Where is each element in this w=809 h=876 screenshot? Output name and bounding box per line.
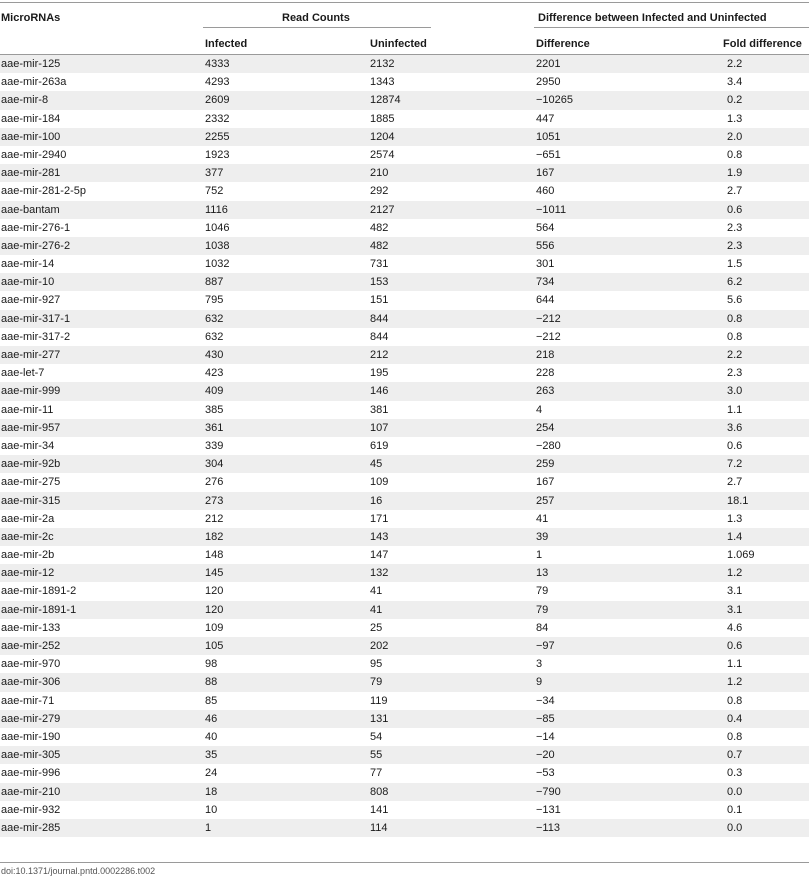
table-row — [0, 673, 809, 691]
infected-cell: 40 — [205, 730, 218, 743]
infected-cell: 385 — [205, 403, 224, 416]
difference-cell: −651 — [536, 148, 561, 161]
difference-cell: 4 — [536, 403, 543, 416]
fold-difference-cell: 0.6 — [727, 203, 743, 216]
microrna-cell: aae-mir-34 — [1, 439, 55, 452]
fold-difference-cell: 1.2 — [727, 567, 743, 580]
microrna-cell: aae-mir-927 — [1, 294, 61, 307]
difference-cell: 41 — [536, 512, 549, 525]
uninfected-cell: 212 — [370, 349, 389, 361]
header-uninfected: Uninfected — [370, 38, 427, 50]
table-row — [0, 564, 809, 582]
difference-cell: 167 — [536, 476, 555, 489]
uninfected-cell: 41 — [370, 585, 383, 598]
table-row — [0, 437, 809, 455]
microrna-cell: aae-mir-999 — [1, 385, 61, 398]
infected-cell: 109 — [205, 621, 224, 634]
difference-cell: 1 — [536, 549, 543, 562]
table-row — [0, 419, 809, 437]
fold-difference-cell: 2.7 — [727, 185, 743, 198]
table-row — [0, 619, 809, 637]
infected-cell: 4293 — [205, 76, 230, 89]
table-row — [0, 110, 809, 128]
microrna-cell: aae-mir-2c — [1, 530, 54, 543]
difference-cell: 734 — [536, 276, 555, 289]
difference-cell: −280 — [536, 439, 561, 452]
table-row — [0, 182, 809, 200]
uninfected-cell: 202 — [370, 640, 389, 652]
uninfected-cell: 25 — [370, 621, 383, 634]
table-row — [0, 783, 809, 801]
microrna-cell: aae-mir-125 — [1, 58, 61, 70]
difference-cell: 218 — [536, 349, 555, 361]
table-row — [0, 73, 809, 91]
fold-difference-cell: 0.8 — [727, 694, 743, 707]
table-row — [0, 637, 809, 655]
fold-difference-cell: 2.0 — [727, 130, 743, 143]
difference-cell: 1051 — [536, 130, 561, 143]
fold-difference-cell: 3.0 — [727, 385, 743, 398]
doi-footer: doi:10.1371/journal.pntd.0002286.t002 — [1, 866, 156, 876]
fold-difference-cell: 0.0 — [727, 821, 743, 834]
uninfected-cell: 381 — [370, 403, 389, 416]
table-row — [0, 291, 809, 309]
microrna-cell: aae-mir-315 — [1, 494, 61, 507]
difference-cell: −1011 — [536, 203, 567, 216]
uninfected-cell: 153 — [370, 276, 389, 289]
uninfected-cell: 482 — [370, 221, 389, 234]
uninfected-cell: 731 — [370, 258, 389, 271]
table-row — [0, 473, 809, 491]
uninfected-cell: 2574 — [370, 148, 395, 161]
microrna-cell: aae-mir-285 — [1, 821, 61, 834]
uninfected-cell: 195 — [370, 367, 389, 380]
table-row — [0, 510, 809, 528]
microrna-cell: aae-mir-279 — [1, 712, 61, 725]
uninfected-cell: 844 — [370, 330, 389, 343]
table-row — [0, 582, 809, 600]
table-row — [0, 728, 809, 746]
table-row — [0, 528, 809, 546]
infected-cell: 2609 — [205, 94, 230, 107]
microrna-cell: aae-mir-970 — [1, 658, 61, 671]
header-read-counts: Read Counts — [282, 12, 350, 24]
table-row — [0, 819, 809, 837]
microrna-cell: aae-mir-92b — [1, 458, 61, 471]
fold-difference-cell: 1.5 — [727, 258, 743, 271]
fold-difference-cell: 1.4 — [727, 530, 743, 543]
uninfected-cell: 147 — [370, 549, 389, 562]
infected-cell: 24 — [205, 767, 218, 780]
infected-cell: 182 — [205, 530, 224, 543]
difference-cell: 3 — [536, 658, 543, 671]
infected-cell: 409 — [205, 385, 224, 398]
infected-cell: 1038 — [205, 239, 230, 252]
table-row — [0, 91, 809, 109]
table-row — [0, 401, 809, 419]
difference-cell: 644 — [536, 294, 555, 307]
difference-cell: 263 — [536, 385, 555, 398]
infected-cell: 304 — [205, 458, 224, 471]
microrna-cell: aae-mir-276-2 — [1, 239, 71, 252]
difference-cell: −53 — [536, 767, 555, 780]
difference-cell: −10265 — [536, 94, 574, 107]
difference-cell: 460 — [536, 185, 555, 198]
microrna-cell: aae-mir-317-2 — [1, 330, 71, 343]
fold-difference-cell: 0.0 — [727, 785, 743, 798]
table-row — [0, 601, 809, 619]
fold-difference-cell: 2.3 — [727, 221, 743, 234]
fold-difference-cell: 3.6 — [727, 421, 743, 434]
microrna-cell: aae-mir-71 — [1, 694, 55, 707]
microrna-cell: aae-mir-263a — [1, 76, 67, 89]
infected-cell: 423 — [205, 367, 224, 380]
difference-cell: −212 — [536, 312, 561, 325]
difference-cell: 79 — [536, 585, 549, 598]
fold-difference-cell: 0.6 — [727, 439, 743, 452]
fold-difference-cell: 0.8 — [727, 730, 743, 743]
fold-difference-cell: 1.9 — [727, 167, 743, 180]
difference-cell: 9 — [536, 676, 543, 689]
header-difference: Difference — [536, 38, 590, 50]
infected-cell: 361 — [205, 421, 224, 434]
fold-difference-cell: 2.2 — [727, 349, 743, 361]
uninfected-cell: 54 — [370, 730, 383, 743]
uninfected-cell: 210 — [370, 167, 389, 180]
table-row — [0, 201, 809, 219]
table-row — [0, 546, 809, 564]
fold-difference-cell: 1.2 — [727, 676, 743, 689]
infected-cell: 145 — [205, 567, 224, 580]
difference-cell: 447 — [536, 112, 555, 125]
difference-cell: 2201 — [536, 58, 561, 70]
infected-cell: 1 — [205, 821, 212, 834]
infected-cell: 2332 — [205, 112, 230, 125]
infected-cell: 148 — [205, 549, 224, 562]
uninfected-cell: 12874 — [370, 94, 401, 107]
table-body — [0, 55, 809, 837]
table-row — [0, 801, 809, 819]
uninfected-cell: 95 — [370, 658, 383, 671]
fold-difference-cell: 1.3 — [727, 112, 743, 125]
uninfected-cell: 45 — [370, 458, 383, 471]
microrna-cell: aae-mir-281-2-5p — [1, 185, 86, 198]
infected-cell: 1032 — [205, 258, 230, 271]
fold-difference-cell: 0.6 — [727, 640, 743, 652]
uninfected-cell: 151 — [370, 294, 389, 307]
fold-difference-cell: 0.7 — [727, 749, 743, 762]
fold-difference-cell: 6.2 — [727, 276, 743, 289]
infected-cell: 273 — [205, 494, 224, 507]
microrna-cell: aae-mir-1891-2 — [1, 585, 77, 598]
microrna-cell: aae-mir-996 — [1, 767, 61, 780]
infected-cell: 1046 — [205, 221, 230, 234]
uninfected-cell: 107 — [370, 421, 389, 434]
infected-cell: 18 — [205, 785, 218, 798]
table-row — [0, 692, 809, 710]
infected-cell: 120 — [205, 603, 224, 616]
table-row — [0, 382, 809, 400]
fold-difference-cell: 3.4 — [727, 76, 743, 89]
difference-cell: 301 — [536, 258, 555, 271]
table-row — [0, 746, 809, 764]
difference-cell: 257 — [536, 494, 555, 507]
fold-difference-cell: 7.2 — [727, 458, 743, 471]
table-row — [0, 346, 809, 364]
table-row — [0, 146, 809, 164]
infected-cell: 212 — [205, 512, 224, 525]
microrna-cell: aae-mir-275 — [1, 476, 61, 489]
uninfected-cell: 131 — [370, 712, 389, 725]
uninfected-cell: 16 — [370, 494, 383, 507]
uninfected-cell: 1204 — [370, 130, 395, 143]
uninfected-cell: 292 — [370, 185, 389, 198]
infected-cell: 377 — [205, 167, 224, 180]
difference-cell: 564 — [536, 221, 555, 234]
microrna-cell: aae-mir-276-1 — [1, 221, 71, 234]
table-row — [0, 710, 809, 728]
difference-cell: −113 — [536, 821, 560, 834]
infected-cell: 1923 — [205, 148, 230, 161]
uninfected-cell: 141 — [370, 803, 389, 816]
microrna-cell: aae-mir-100 — [1, 130, 61, 143]
fold-difference-cell: 2.3 — [727, 239, 743, 252]
uninfected-cell: 146 — [370, 385, 389, 398]
fold-difference-cell: 2.7 — [727, 476, 743, 489]
table-row — [0, 655, 809, 673]
infected-cell: 46 — [205, 712, 218, 725]
infected-cell: 88 — [205, 676, 218, 689]
header-fold-difference: Fold difference — [723, 38, 802, 50]
fold-difference-cell: 2.2 — [727, 58, 743, 70]
uninfected-cell: 619 — [370, 439, 389, 452]
microrna-cell: aae-mir-12 — [1, 567, 55, 580]
difference-cell: 254 — [536, 421, 555, 434]
table-row — [0, 219, 809, 237]
infected-cell: 1116 — [205, 203, 228, 216]
microrna-cell: aae-mir-1891-1 — [1, 603, 77, 616]
difference-cell: 556 — [536, 239, 555, 252]
infected-cell: 632 — [205, 312, 224, 325]
fold-difference-cell: 0.8 — [727, 330, 743, 343]
infected-cell: 98 — [205, 658, 218, 671]
microrna-cell: aae-mir-190 — [1, 730, 61, 743]
table-row — [0, 364, 809, 382]
header-infected: Infected — [205, 38, 248, 50]
infected-cell: 105 — [205, 640, 224, 652]
difference-cell: −34 — [536, 694, 555, 707]
fold-difference-cell: 4.6 — [727, 621, 743, 634]
microrna-cell: aae-mir-932 — [1, 803, 61, 816]
fold-difference-cell: 3.1 — [727, 585, 743, 598]
difference-cell: 84 — [536, 621, 549, 634]
microrna-cell: aae-let-7 — [1, 367, 45, 380]
difference-cell: −790 — [536, 785, 561, 798]
difference-cell: 13 — [536, 567, 549, 580]
uninfected-cell: 132 — [370, 567, 389, 580]
difference-group-underline — [534, 27, 809, 28]
microrna-cell: aae-bantam — [1, 203, 60, 216]
header-micrornas: MicroRNAs — [1, 12, 61, 24]
uninfected-cell: 808 — [370, 785, 389, 798]
fold-difference-cell: 0.1 — [727, 803, 743, 816]
difference-cell: −20 — [536, 749, 555, 762]
fold-difference-cell: 5.6 — [727, 294, 743, 307]
difference-cell: −212 — [536, 330, 561, 343]
table-row — [0, 164, 809, 182]
table-row — [0, 764, 809, 782]
infected-cell: 276 — [205, 476, 224, 489]
uninfected-cell: 171 — [370, 512, 389, 525]
fold-difference-cell: 2.3 — [727, 367, 743, 380]
microrna-cell: aae-mir-252 — [1, 640, 61, 652]
uninfected-cell: 77 — [370, 767, 383, 780]
infected-cell: 4333 — [205, 58, 230, 70]
uninfected-cell: 482 — [370, 239, 389, 252]
table-row — [0, 455, 809, 473]
microrna-cell: aae-mir-306 — [1, 676, 61, 689]
uninfected-cell: 114 — [370, 821, 388, 834]
uninfected-cell: 79 — [370, 676, 383, 689]
microrna-cell: aae-mir-317-1 — [1, 312, 71, 325]
difference-cell: −97 — [536, 640, 555, 652]
difference-cell: 259 — [536, 458, 555, 471]
difference-cell: 39 — [536, 530, 549, 543]
microrna-cell: aae-mir-2a — [1, 512, 55, 525]
fold-difference-cell: 1.069 — [727, 549, 755, 562]
table-row — [0, 128, 809, 146]
microrna-cell: aae-mir-957 — [1, 421, 61, 434]
table-row — [0, 328, 809, 346]
uninfected-cell: 1885 — [370, 112, 395, 125]
header-difference-group: Difference between Infected and Uninfected — [538, 12, 767, 24]
microrna-cell: aae-mir-281 — [1, 167, 61, 180]
microrna-cell: aae-mir-305 — [1, 749, 61, 762]
microrna-cell: aae-mir-14 — [1, 258, 55, 271]
microrna-cell: aae-mir-2940 — [1, 148, 67, 161]
table-row — [0, 237, 809, 255]
read-counts-underline — [203, 27, 431, 28]
fold-difference-cell: 18.1 — [727, 494, 749, 507]
infected-cell: 2255 — [205, 130, 230, 143]
microrna-cell: aae-mir-10 — [1, 276, 55, 289]
difference-cell: −85 — [536, 712, 555, 725]
infected-cell: 795 — [205, 294, 224, 307]
infected-cell: 35 — [205, 749, 218, 762]
table-row — [0, 255, 809, 273]
fold-difference-cell: 0.8 — [727, 148, 743, 161]
microrna-cell: aae-mir-184 — [1, 112, 61, 125]
fold-difference-cell: 0.8 — [727, 312, 743, 325]
bottom-rule — [0, 862, 809, 863]
uninfected-cell: 109 — [370, 476, 389, 489]
fold-difference-cell: 3.1 — [727, 603, 743, 616]
infected-cell: 85 — [205, 694, 218, 707]
difference-cell: 228 — [536, 367, 555, 380]
uninfected-cell: 2127 — [370, 203, 395, 216]
difference-cell: −131 — [536, 803, 561, 816]
fold-difference-cell: 0.3 — [727, 767, 743, 780]
uninfected-cell: 55 — [370, 749, 383, 762]
difference-cell: 2950 — [536, 76, 561, 89]
infected-cell: 887 — [205, 276, 224, 289]
infected-cell: 120 — [205, 585, 224, 598]
uninfected-cell: 2132 — [370, 58, 395, 70]
fold-difference-cell: 0.4 — [727, 712, 743, 725]
table-row — [0, 55, 809, 73]
microrna-cell: aae-mir-277 — [1, 349, 61, 361]
difference-cell: −14 — [536, 730, 555, 743]
microrna-cell: aae-mir-133 — [1, 621, 61, 634]
fold-difference-cell: 1.1 — [727, 403, 743, 416]
microrna-cell: aae-mir-11 — [1, 403, 54, 416]
infected-cell: 752 — [205, 185, 224, 198]
difference-cell: 79 — [536, 603, 549, 616]
fold-difference-cell: 1.1 — [727, 658, 743, 671]
microrna-cell: aae-mir-8 — [1, 94, 49, 107]
fold-difference-cell: 1.3 — [727, 512, 743, 525]
uninfected-cell: 143 — [370, 530, 389, 543]
top-rule — [0, 2, 809, 3]
infected-cell: 430 — [205, 349, 224, 361]
infected-cell: 10 — [205, 803, 218, 816]
microrna-cell: aae-mir-210 — [1, 785, 61, 798]
uninfected-cell: 1343 — [370, 76, 395, 89]
fold-difference-cell: 0.2 — [727, 94, 743, 107]
table-row — [0, 492, 809, 510]
microrna-cell: aae-mir-2b — [1, 549, 55, 562]
table-row — [0, 310, 809, 328]
infected-cell: 632 — [205, 330, 224, 343]
difference-cell: 167 — [536, 167, 555, 180]
uninfected-cell: 119 — [370, 694, 388, 707]
uninfected-cell: 41 — [370, 603, 383, 616]
infected-cell: 339 — [205, 439, 224, 452]
uninfected-cell: 844 — [370, 312, 389, 325]
table-row — [0, 273, 809, 291]
